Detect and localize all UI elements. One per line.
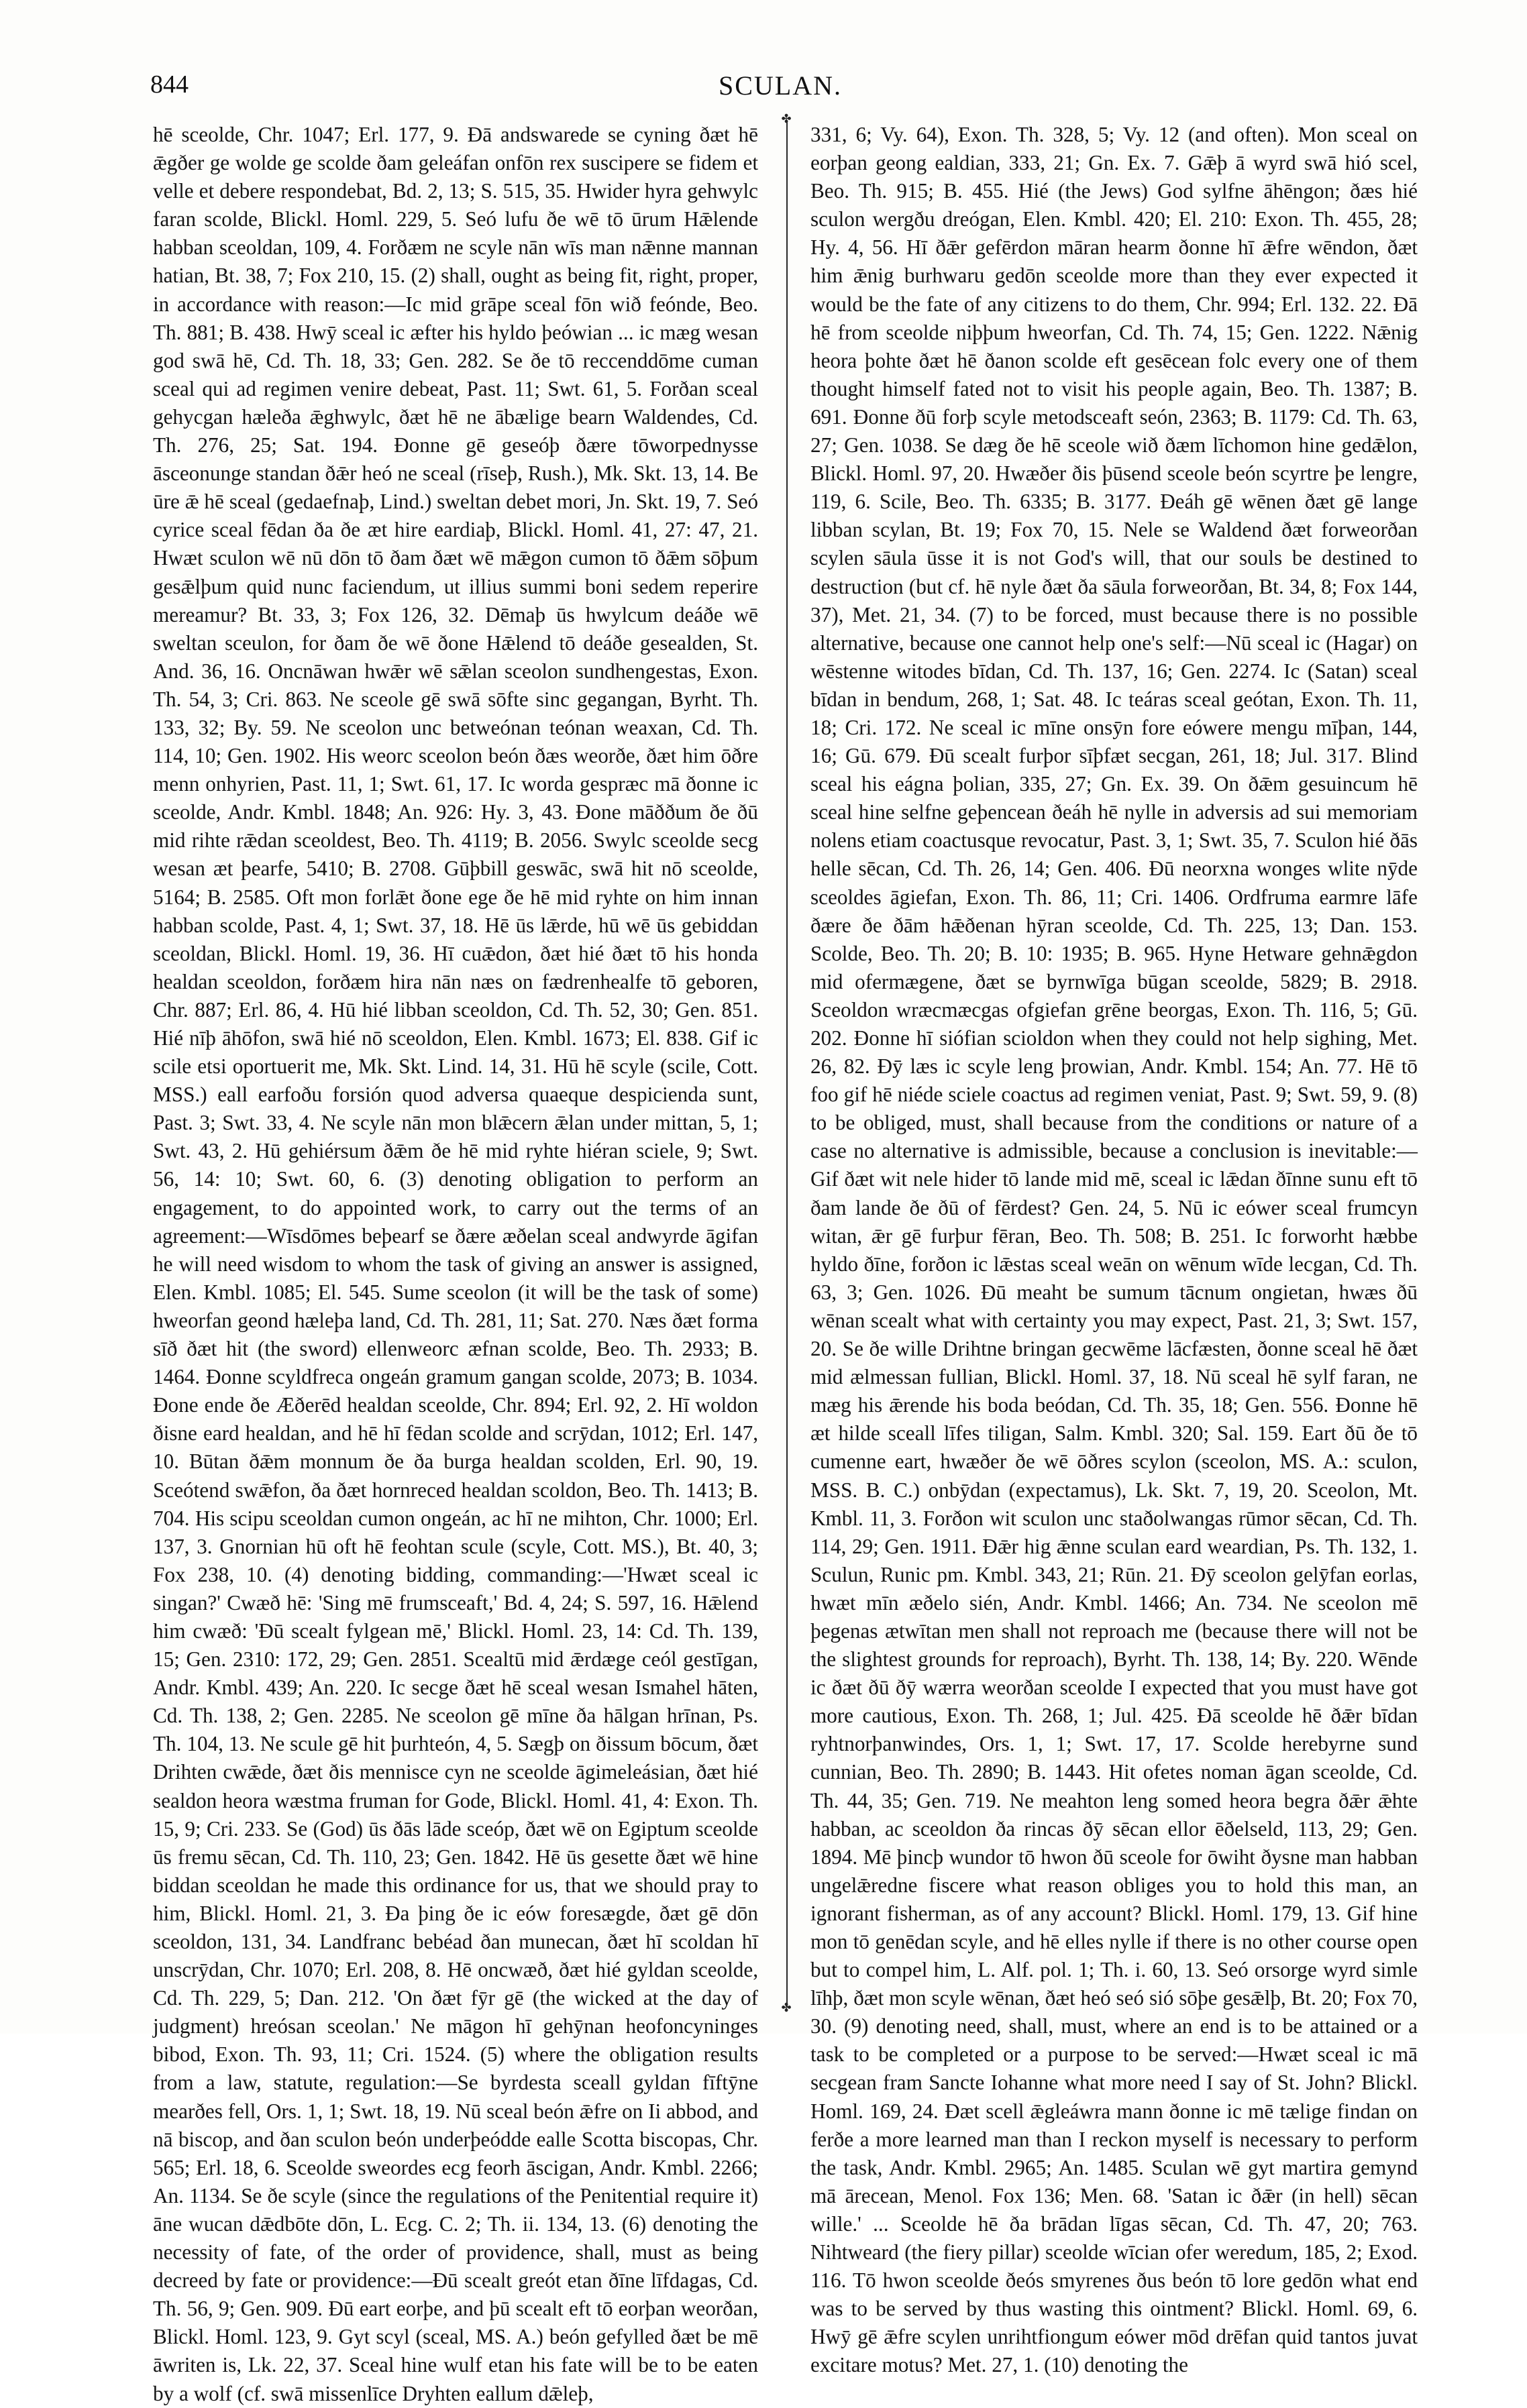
right-column [810, 121, 1418, 2377]
left-column-text: hē sceolde, Chr. 1047; Erl. 177, 9. Ðā andswarede se cyning ðæt hē ǣgðer ge wolde ge scolde ðam geleáfan onfōn rex suscipere se fidem et velle et debere respondebat, Bd. 2, 13; S. 515, 35. Hwider hyra gehwylc faran scolde, Blickl. Homl. 229, 5. Seó lufu ðe wē tō ūrum Hǣlende habban sceoldan, 109, 4. Forðæm ne scyle nān wīs man nǣnne mannan hatian, Bt. 38, 7; Fox 210, 15. (2) shall, ought as being fit, right, proper, in accordance with reason:—Ic mid grāpe sceal fōn wið feónde, Beo. Th. 881; B. 438. Hwȳ sceal ic æfter his hyldo þeówian ... ic mæg wesan god swā hē, Cd. Th. 18, 33; Gen. 282. Se ðe tō reccenddōme cuman sceal qui ad regimen venire debeat, Past. 11; Swt. 61, 5. Forðan sceal gehycgan hæleða ǣghwylc, ðæt hē ne ābælige bearn Waldendes, Cd. Th. 276, 25; Sat. 194. Ðonne gē geseóþ ðære tōworpednysse āsceonunge standan ðǣr heó ne sceal (rīseþ, Rush.), Mk. Skt. 13, 14. Be ūre ǣ hē sceal (gedaefnaþ, Lind.) sweltan debet mori, Jn. Skt. 19, 7. Seó cyrice sceal fēdan ða ðe æt hire eardiaþ, Blickl. Homl. 41, 27: 47, 21. Hwæt sculon wē nū dōn tō ðam ðæt wē mǣgon cumon tō ðǣm sōþum gesǣlþum quid nunc faciendum, ut illius summi boni sedem reperire mereamur? Bt. 33, 3; Fox 126, 32. Dēmaþ ūs hwylcum deáðe wē sweltan sceulon, for ðam ðe wē ðone Hǣlend tō deáðe gesealden, St. And. 36, 16. Oncnāwan hwǣr wē sǣlan sceolon sundhengestas, Exon. Th. 54, 3; Cri. 863. Ne sceole gē swā sōfte sinc gegangan, Byrht. Th. 133, 32; By. 59. Ne sceolon unc betweónan teónan weaxan, Cd. Th. 114, 10; Gen. 1902. His weorc sceolon beón ðæs weorðe, ðæt him ōðre menn onhyrien, Past. 11, 1; Swt. 61, 17. Ic worda gespræc mā ðonne ic sceolde, Andr. Kmbl. 1848; An. 926: Hy. 3, 43. Ðone māððum ðe ðū mid rihte rǣdan sceoldest, Beo. Th. 4119; B. 2056. Swylc sceolde secg wesan æt þearfe, 5410; B. 2708. Gūþbill geswāc, swā hit nō sceolde, 5164; B. 2585. Oft mon forlǣt ðone ege ðe hē mid ryhte on him innan habban scolde, Past. 4, 1; Swt. 37, 18. Hē ūs lǣrde, hū wē ūs gebiddan sceoldan, Blickl. Homl. 19, 36. Hī cuǣdon, ðæt hié ðæt tō his honda healdan sceoldon, forðæm hira nān næs on fædrenhealfe tō geboren, Chr. 887; Erl. 86, 4. Hū hié libban sceoldon, Cd. Th. 52, 30; Gen. 851. Hié nīþ āhōfon, swā hié nō sceoldon, Elen. Kmbl. 1673; El. 838. Gif ic scile etsi oportuerit me, Mk. Skt. Lind. 14, 31. Hū hē scyle (scile, Cott. MSS.) eall earfoðu forsión quod adversa quaeque despicienda sunt, Past. 3; Swt. 33, 4. Ne scyle nān mon blǣcern ǣlan under mittan, 5, 1; Swt. 43, 2. Hū gehiérsum ðǣm ðe hē mid ryhte hiéran sciele, 9; Swt. 56, 14: 10; Swt. 60, 6. (3) denoting obligation to perform an engagement, to do appointed work, to carry out the terms of an agreement:—Wīsdōmes beþearf se ðære æðelan sceal andwyrde āgifan he will need wisdom to whom the task of giving an answer is assigned, Elen. Kmbl. 1085; El. 545. Sume sceolon (it will be the task of some) hweorfan geond hæleþa land, Cd. Th. 281, 11; Sat. 270. Næs ðæt forma sīð ðæt hit (the sword) ellenweorc æfnan scolde, Beo. Th. 2933; B. 1464. Ðonne scyldfreca ongeán gramum gangan scolde, 2073; B. 1034. Ðone ende ðe Æðerēd healdan sceolde, Chr. 894; Erl. 92, 2. Hī woldon ðisne eard healdan, and hē hī fēdan scolde and scrȳdan, 1012; Erl. 147, 10. Būtan ðǣm monnum ðe ða burga healdan scolden, Erl. 90, 19. Sceótend swǣfon, ða ðæt hornreced healdan scoldon, Beo. Th. 1413; B. 704. His scipu sceoldan cumon ongeán, ac hī ne mihton, Chr. 1000; Erl. 137, 3. Gnornian hū oft hē feohtan scule (scyle, Cott. MS.), Bt. 40, 3; Fox 238, 10. (4) denoting bidding, commanding:—'Hwæt sceal ic singan?' Cwæð hē: 'Sing mē frumsceaft,' Bd. 4, 24; S. 597, 16. Hǣlend him cwæð: 'Ðū scealt fylgean mē,' Blickl. Homl. 23, 14: Cd. Th. 139, 15; Gen. 2310: 172, 29; Gen. 2851. Scealtū mid ǣrdæge ceól gestīgan, Andr. Kmbl. 439; An. 220. Ic secge ðæt hē sceal wesan Ismahel hāten, Cd. Th. 138, 2; Gen. 2285. Ne sceolon gē mīne ða hālgan hrīnan, Ps. Th. 104, 13. Ne scule gē hit þurhteón, 4, 5. Sægþ on ðissum bōcum, ðæt Drihten cwǣde, ðæt ðis mennisce cyn ne sceolde āgimeleásian, ðæt hié sealdon heora wæstma fruman for Gode, Blickl. Homl. 41, 4: Exon. Th. 15, 9; Cri. 233. Se (God) ūs ðās lāde sceóp, ðæt wē on Egiptum sceolde ūs fremu sēcan, Cd. Th. 110, 23; Gen. 1842. Hē ūs gesette ðæt wē hine biddan sceoldan he made this ordinance for us, that we should pray to him, Blickl. Homl. 21, 3. Ða þing ðe ic eów foresægde, ðæt gē dōn sceoldon, 131, 34. Landfranc bebéad ðan munecan, ðæt hī scoldan hī unscrȳdan, Chr. 1070; Erl. 208, 8. Hē oncwæð, ðæt hié gyldan sceolde, Cd. Th. 229, 5; Dan. 212. 'On ðæt fȳr gē (the wicked at the day of judgment) hreósan sceolan.' Ne māgon hī gehȳnan heofoncyninges bibod, Exon. Th. 93, 11; Cri. 1524. (5) where the obligation results from a law, statute, regulation:—Se byrdesta sceall gyldan fīftȳne mearðes fell, Ors. 1, 1; Swt. 18, 19. Nū sceal beón ǣfre on Ii abbod, and nā biscop, and ðan sculon beón underþeódde ealle Scotta biscopas, Chr. 565; Erl. 18, 6. Sceolde sweordes ecg feorh āscigan, Andr. Kmbl. 2266; An. 1134. Se ðe scyle (since the regulations of the Penitential require it) āne wucan dǣdbōte dōn, L. Ecg. C. 2; Th. ii. 134, 13. (6) denoting the necessity of fate, of the order of providence, shall, must as being decreed by fate or providence:—Ðū scealt greót etan ðīne līfdagas, Cd. Th. 56, 9; Gen. 909. Ðū eart eorþe, and þū scealt eft tō eorþan weorðan, Blickl. Homl. 123, 9. Gyt scyl (sceal, MS. A.) beón gefylled ðæt be mē āwriten is, Lk. 22, 37. Sceal hine wulf etan his fate will be to be eaten by a wolf (cf. swā missenlīce Dryhten eallum dǣleþ, [153, 123, 758, 2405]
page-header [150, 70, 1410, 110]
column-ornament-bottom-icon: ✤ [781, 2001, 792, 2015]
left-column [153, 121, 758, 2405]
column-ornament-top-icon: ✤ [781, 112, 792, 126]
page-number: 844 [150, 70, 189, 99]
column-divider [786, 122, 788, 2007]
right-column-text: 331, 6; Vy. 64), Exon. Th. 328, 5; Vy. 12 (and often). Mon sceal on eorþan geong ealdian, 333, 21; Gn. Ex. 7. Gǣþ ā wyrd swā hió scel, Beo. Th. 915; B. 455. Hié (the Jews) God sylfne āhēngon; ðæs hié sculon wergðu dreógan, Elen. Kmbl. 420; El. 210: Exon. Th. 455, 28; Hy. 4, 56. Hī ðǣr gefērdon māran hearm ðonne hī ǣfre wēndon, ðæt him ǣnig burhwaru gedōn sceolde more than they ever expected it would be the fate of any citizens to do them, Chr. 994; Erl. 132. 22. Ðā hē from sceolde niþþum hweorfan, Cd. Th. 74, 15; Gen. 1222. Nǣnig heora þohte ðæt hē ðanon scolde eft gesēcean folc every one of them thought himself fated not to visit his people again, Beo. Th. 1387; B. 691. Ðonne ðū forþ scyle metodsceaft seón, 2363; B. 1179: Cd. Th. 63, 27; Gen. 1038. Se dæg ðe hē sceole wið ðæm līchomon hine gedǣlon, Blickl. Homl. 97, 20. Hwæðer ðis þūsend sceole beón scyrtre þe lengre, 119, 6. Scile, Beo. Th. 6335; B. 3177. Ðeáh gē wēnen ðæt gē lange libban scylan, Bt. 19; Fox 70, 15. Nele se Waldend ðæt forweorðan scylen sāula ūsse it is not God's will, that our souls be destined to destruction (but cf. hē nyle ðæt ða sāula forweorðan, Bt. 34, 8; Fox 144, 37), Met. 21, 34. (7) to be forced, must because there is no possible alternative, because one cannot help one's self:—Nū sceal ic (Hagar) on wēstenne witodes bīdan, Cd. Th. 137, 16; Gen. 2274. Ic (Satan) sceal bīdan in bendum, 268, 1; Sat. 48. Ic teáras sceal geótan, Exon. Th. 11, 18; Cri. 172. Ne sceal ic mīne onsȳn fore eówere mengu mīþan, 144, 16; Gū. 679. Ðū scealt furþor sīþfæt secgan, 261, 18; Jul. 317. Blind sceal his eágna þolian, 335, 27; Gn. Ex. 39. On ðǣm gesuincum hē sceal hine selfne geþencean ðeáh hē nylle in adversis ad sui memoriam nolens etiam coactusque revocatur, Past. 3, 1; Swt. 35, 7. Sculon hié ðās helle sēcan, Cd. Th. 26, 14; Gen. 406. Ðū neorxna wonges wlite nȳde sceoldes āgiefan, Exon. Th. 86, 11; Cri. 1406. Ordfruma earmre lāfe ðære ðe ðām hǣðenan hȳran sceolde, Cd. Th. 225, 13; Dan. 153. Scolde, Beo. Th. 20; B. 10: 1935; B. 965. Hyne Hetware gehnǣgdon mid ofermægene, ðæt se byrnwīga būgan sceolde, 5829; B. 2918. Sceoldon wræcmæcgas ofgiefan grēne beorgas, Exon. Th. 116, 5; Gū. 202. Ðonne hī siófian scioldon when they could not help sighing, Met. 26, 82. Ðȳ læs ic scyle leng þrowian, Andr. Kmbl. 154; An. 77. Hē tō foo gif hē niéde sciele coactus ad regimen veniat, Past. 9; Swt. 59, 9. (8) to be obliged, must, shall because from the conditions or nature of a case no alternative is admissible, because a conclusion is inevitable:—Gif ðæt wit nele hider tō lande mid mē, sceal ic lǣdan ðīnne sunu eft tō ðam lande ðe ðū of fērdest? Gen. 24, 5. Nū ic eówer sceal frumcyn witan, ǣr gē furþur fēran, Beo. Th. 508; B. 251. Ic forworht hæbbe hyldo ðīne, forðon ic lǣstas sceal weān on wēnum wīde lecgan, Cd. Th. 63, 3; Gen. 1026. Ðū meaht be sumum tācnum ongietan, hwæs ðū wēnan scealt what with certainty you may expect, Past. 21, 3; Swt. 157, 20. Se ðe wille Drihtne bringan gecwēme lācfæsten, ðonne sceal hē ðæt mid ælmessan fullian, Blickl. Homl. 37, 18. Nū sceal hē sylf faran, ne mæg his ǣrende his boda beódan, Cd. Th. 35, 18; Gen. 556. Ðonne hē æt hilde sceall līfes tiligan, Salm. Kmbl. 320; Sal. 159. Eart ðū ðe tō cumenne eart, hwæðer ðe wē ōðres scylon (sceolon, MS. A.: sculon, MSS. B. C.) onbȳdan (expectamus), Lk. Skt. 7, 19, 20. Sceolon, Mt. Kmbl. 11, 3. Forðon wit sculon unc staðolwangas rūmor sēcan, Cd. Th. 114, 29; Gen. 1911. Ðǣr hig ǣnne sculan eard weardian, Ps. Th. 132, 1. Sculun, Runic pm. Kmbl. 343, 21; Rūn. 21. Ðȳ sceolon gelȳfan eorlas, hwæt mīn æðelo sién, Andr. Kmbl. 1466; An. 734. Ne sceolon mē þegenas ætwītan men shall not reproach me (because there will not be the slightest grounds for reproach), Byrht. Th. 138, 14; By. 220. Wēnde ic ðæt ðū ðȳ wærra weorðan sceolde I expected that you must have got more cautious, Exon. Th. 268, 1; Jul. 425. Ðā sceolde hē ðǣr bīdan ryhtnorþanwindes, Ors. 1, 1; Swt. 17, 17. Scolde herebyrne sund cunnian, Beo. Th. 2890; B. 1443. Hit ofetes noman āgan sceolde, Cd. Th. 44, 35; Gen. 719. Ne meahton leng somed heora begra ðǣr ǣhte habban, ac sceoldon ða rincas ðȳ sēcan ellor ēðelseld, 113, 29; Gen. 1894. Mē þincþ wundor tō hwon ðū sceole for ōwiht ðysne man habban ungelǣredne fiscere what reason obliges you to hold this man, an ignorant fisherman, as of any account? Blickl. Homl. 179, 13. Gif hine mon tō genēdan scyle, and hē elles nylle if there is no other course open but to compel him, L. Alf. pol. 1; Th. i. 60, 13. Seó orsorge wyrd simle līhþ, ðæt mon scyle wēnan, ðæt heó seó sió sōþe gesǣlþ, Bt. 20; Fox 70, 30. (9) denoting need, shall, must, where an end is to be attained or a task to be completed or a purpose to be served:—Hwæt sceal ic mā secgean fram Sancte Iohanne what more need I say of St. John? Blickl. Homl. 169, 24. Ðæt scell ǣgleáwra mann ðonne ic mē tælige findan on ferðe a more learned man than I reckon myself is necessary to perform the task, Andr. Kmbl. 2965; An. 1485. Sculan wē gyt martira gemynd mā ārecean, Menol. Fox 136; Men. 68. 'Satan ic ðǣr (in hell) sēcan wille.' ... Sceolde hē ða brādan līgas sēcan, Cd. Th. 47, 20; 763. Nihtweard (the fiery pillar) sceolde wīcian ofer weredum, 185, 2; Exod. 116. Tō hwon sceolde ðeós smyrenes ðus beón tō lore gedōn what end was to be served by thus wasting this ointment? Blickl. Homl. 69, 6. Hwȳ gē ǣfre scylen unrihtfiongum eówer mōd drēfan quid tantos juvat excitare motus? Met. 27, 1. (10) denoting the [810, 123, 1418, 2377]
running-head: SCULAN. [718, 70, 843, 101]
